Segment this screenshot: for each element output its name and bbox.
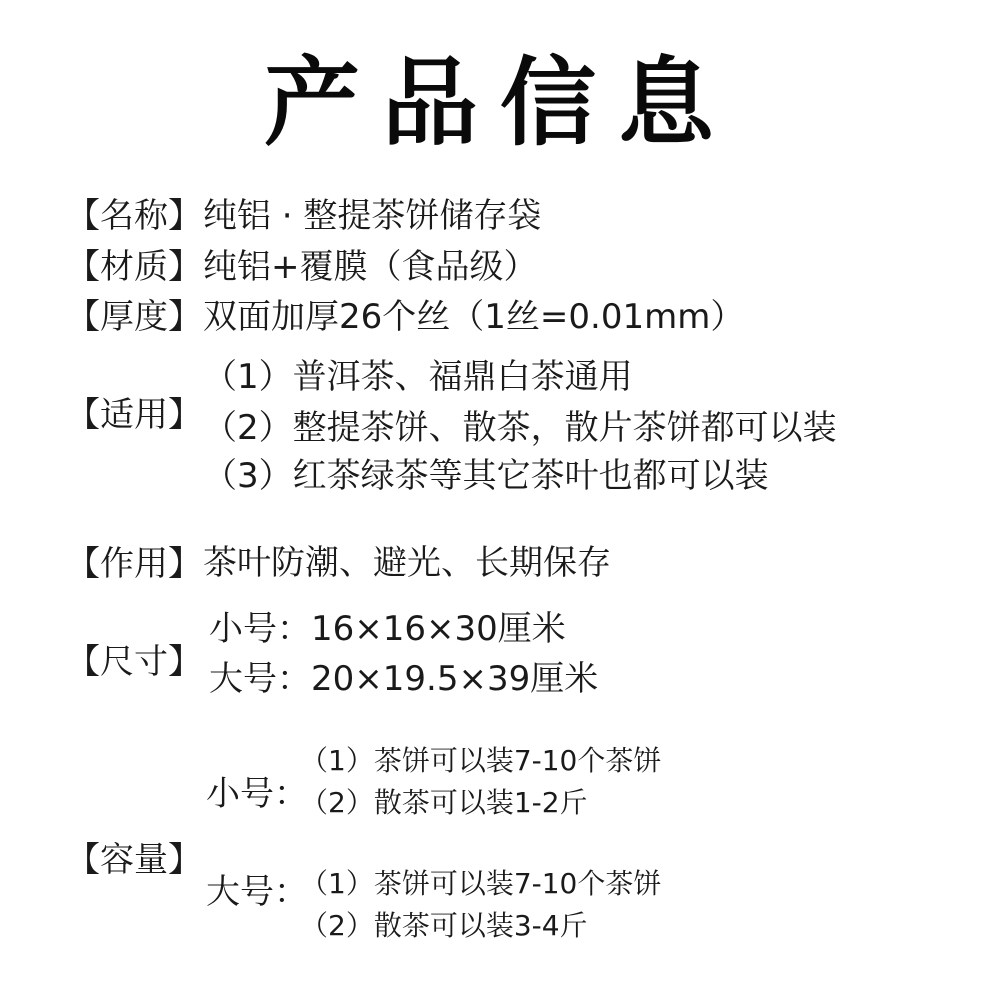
usage-label: 【适用】: [66, 395, 202, 435]
function-value: 茶叶防潮、避光、长期保存: [203, 543, 611, 583]
material-label: 【材质】: [66, 247, 202, 287]
function-label: 【作用】: [66, 544, 202, 584]
capacity-large-line: （2）散茶可以装3-4斤: [300, 909, 588, 942]
name-value: 纯铝 · 整提茶饼储存袋: [203, 196, 542, 236]
size-large: 大号：20×19.5×39厘米: [209, 659, 599, 699]
usage-line: （1）普洱茶、福鼎白茶通用: [203, 357, 633, 397]
usage-line: （2）整提茶饼、散茶，散片茶饼都可以装: [203, 408, 837, 448]
name-label: 【名称】: [66, 196, 202, 236]
thickness-value: 双面加厚26个丝（1丝=0.01mm）: [203, 297, 745, 337]
page-title: 产品信息: [264, 46, 736, 159]
capacity-label: 【容量】: [66, 840, 202, 880]
capacity-small-line: （1）茶饼可以装7-10个茶饼: [300, 744, 662, 777]
capacity-small-line: （2）散茶可以装1-2斤: [300, 786, 588, 819]
size-small: 小号：16×16×30厘米: [209, 609, 566, 649]
capacity-large-label: 大号：: [206, 872, 308, 912]
capacity-large-line: （1）茶饼可以装7-10个茶饼: [300, 867, 662, 900]
size-label: 【尺寸】: [66, 642, 202, 682]
material-value: 纯铝+覆膜（食品级）: [203, 247, 538, 287]
thickness-label: 【厚度】: [66, 297, 202, 337]
usage-line: （3）红茶绿茶等其它茶叶也都可以装: [203, 456, 769, 496]
capacity-small-label: 小号：: [206, 774, 308, 814]
